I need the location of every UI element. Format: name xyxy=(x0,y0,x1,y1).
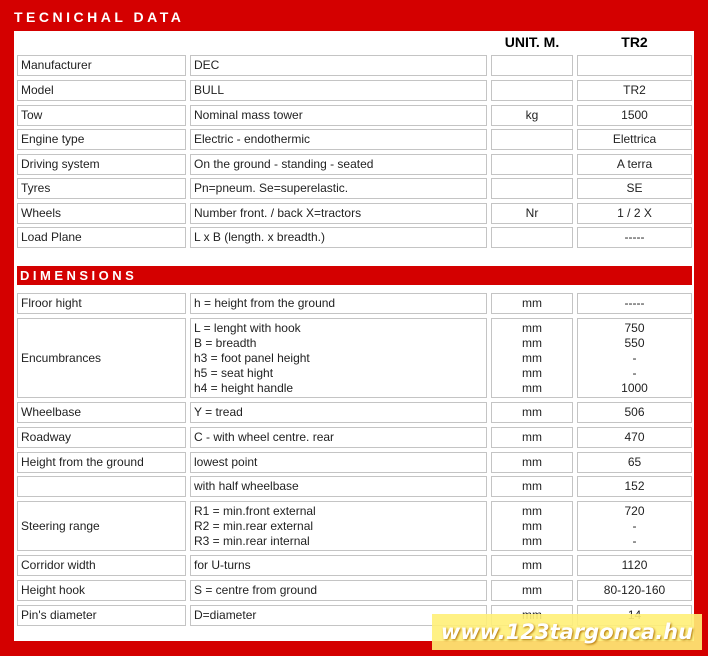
row-unit: mm mm mm xyxy=(491,501,573,551)
row-label: Steering range xyxy=(17,501,186,551)
row-label: Wheels xyxy=(17,203,186,224)
row-unit: mm xyxy=(491,580,573,601)
row-unit xyxy=(491,80,573,101)
row-label: Roadway xyxy=(17,427,186,448)
row-value: ----- xyxy=(577,293,692,314)
row-value: 470 xyxy=(577,427,692,448)
row-description: C - with wheel centre. rear xyxy=(190,427,487,448)
row-description: for U-turns xyxy=(190,555,487,576)
model-column-header: TR2 xyxy=(621,34,648,50)
row-value: 1 / 2 X xyxy=(577,203,692,224)
row-value: 65 xyxy=(577,452,692,473)
row-label: Model xyxy=(17,80,186,101)
row-value: Elettrica xyxy=(577,129,692,150)
site-watermark: www.123targonca.hu xyxy=(432,614,702,650)
row-label: Manufacturer xyxy=(17,55,186,76)
unit-column-header: UNIT. M. xyxy=(504,34,560,50)
row-unit: mm xyxy=(491,555,573,576)
row-unit xyxy=(491,154,573,175)
row-description: L x B (length. x breadth.) xyxy=(190,227,487,248)
row-value: 720 - - xyxy=(577,501,692,551)
row-value: 1120 xyxy=(577,555,692,576)
row-value: A terra xyxy=(577,154,692,175)
row-value: 750 550 - - 1000 xyxy=(577,318,692,398)
page-title: TECNICHAL DATA xyxy=(14,9,185,25)
row-unit: Nr xyxy=(491,203,573,224)
row-value: SE xyxy=(577,178,692,199)
row-unit xyxy=(491,55,573,76)
row-description: lowest point xyxy=(190,452,487,473)
row-description: DEC xyxy=(190,55,487,76)
row-unit: kg xyxy=(491,105,573,126)
row-description: Electric - endothermic xyxy=(190,129,487,150)
row-value: 152 xyxy=(577,476,692,497)
row-description: Pn=pneum. Se=superelastic. xyxy=(190,178,487,199)
row-description: with half wheelbase xyxy=(190,476,487,497)
row-description: Nominal mass tower xyxy=(190,105,487,126)
row-unit: mm xyxy=(491,293,573,314)
row-label: Load Plane xyxy=(17,227,186,248)
row-unit xyxy=(491,129,573,150)
row-label: Height hook xyxy=(17,580,186,601)
row-description: On the ground - standing - seated xyxy=(190,154,487,175)
row-unit xyxy=(491,227,573,248)
row-unit: mm xyxy=(491,476,573,497)
row-label: Engine type xyxy=(17,129,186,150)
row-description: S = centre from ground xyxy=(190,580,487,601)
row-label: Driving system xyxy=(17,154,186,175)
row-unit xyxy=(491,178,573,199)
row-description: BULL xyxy=(190,80,487,101)
row-label: Tow xyxy=(17,105,186,126)
row-description: Number front. / back X=tractors xyxy=(190,203,487,224)
row-value: 506 xyxy=(577,402,692,423)
dimensions-section-header: DIMENSIONS xyxy=(17,266,692,285)
data-panel xyxy=(14,31,694,641)
row-value: TR2 xyxy=(577,80,692,101)
row-label: Height from the ground xyxy=(17,452,186,473)
row-label: Pin's diameter xyxy=(17,605,186,626)
row-value: ----- xyxy=(577,227,692,248)
row-unit: mm xyxy=(491,427,573,448)
row-description: h = height from the ground xyxy=(190,293,487,314)
row-unit: mm mm mm mm mm xyxy=(491,318,573,398)
row-label xyxy=(17,476,186,497)
row-description: L = lenght with hook B = breadth h3 = foot panel height h5 = seat hight h4 = height handle xyxy=(190,318,487,398)
row-label: Tyres xyxy=(17,178,186,199)
row-label: Corridor width xyxy=(17,555,186,576)
row-label: Encumbrances xyxy=(17,318,186,398)
row-unit: mm xyxy=(491,452,573,473)
row-description: R1 = min.front external R2 = min.rear external R3 = min.rear internal xyxy=(190,501,487,551)
row-description: Y = tread xyxy=(190,402,487,423)
row-label: Wheelbase xyxy=(17,402,186,423)
row-value xyxy=(577,55,692,76)
row-label: Flroor hight xyxy=(17,293,186,314)
row-unit: mm xyxy=(491,402,573,423)
row-description: D=diameter xyxy=(190,605,487,626)
row-value: 1500 xyxy=(577,105,692,126)
row-value: 80-120-160 xyxy=(577,580,692,601)
